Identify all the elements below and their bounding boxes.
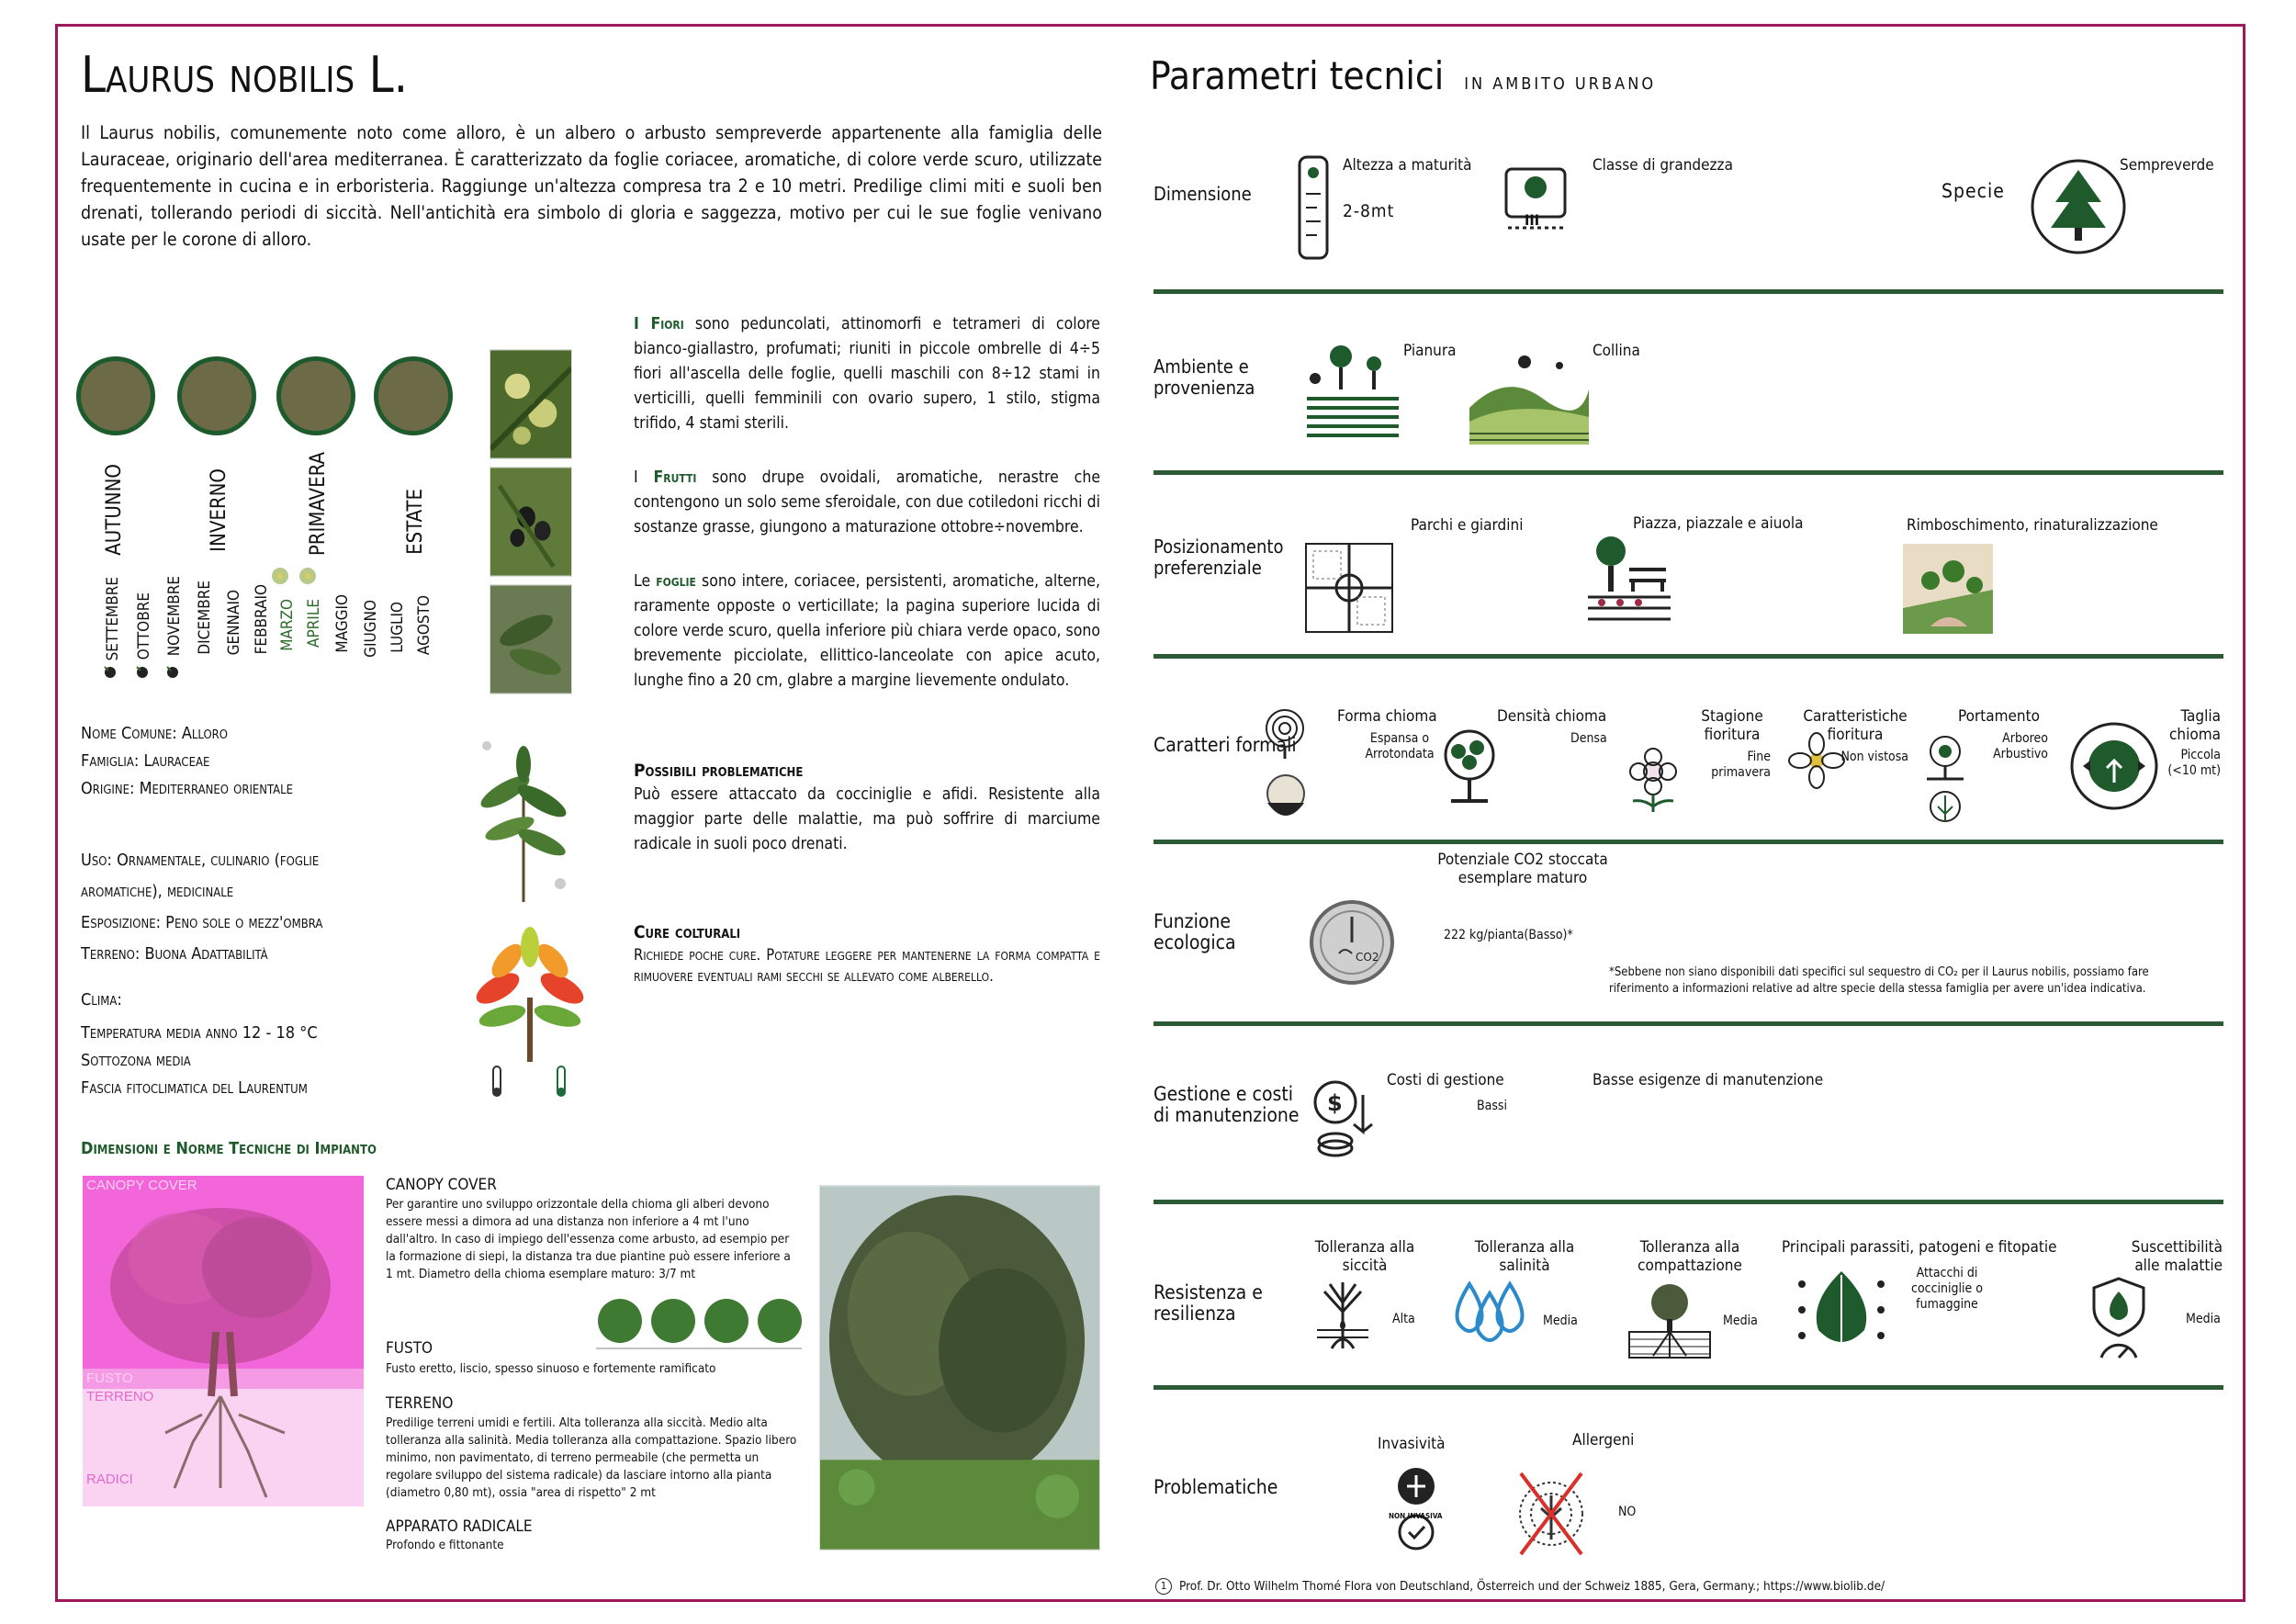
crown-density-icon [1433,727,1506,805]
frutti-text: I Frutti sono drupe ovoidali, aromatiche, nerastre che contengono un solo seme sferoidale, con due cotiledoni ricchi di sostanze grasse, giungono a maturazione ottobre÷novembre. [634,468,1101,536]
month-label: OTTOBRE [135,592,153,660]
season-label: PRIMAVERA [307,452,330,557]
parassiti-label: Principali parassiti, patogeni e fitopatie [1782,1238,2057,1257]
collina-label: Collina [1593,342,1640,360]
parasites-leaf-icon [1791,1266,1892,1354]
info-clima [81,987,318,1102]
foglie-text: Le foglie sono intere, coriacee, persistenti, aromatiche, alterne, raramente opposte o verticillate; la pagina superiore lucida di colore verde scuro, quella inferiore più chiara verde opaco, sono brevemente picciolate, ellittico-lanceolate con apice acuto, lunghe fino a 20 cm, glabre a margine lievemente ondulato. [634,572,1100,690]
diagram-label-terreno: TERRENO [86,1389,154,1404]
month-label: NOVEMBRE [165,576,184,657]
section-label-dimensione: Dimensione [1154,183,1252,205]
basse-esigenze-label: Basse esigenze di manutenzione [1593,1071,1824,1089]
canopy-diagram [83,1176,364,1506]
section-divider [1154,289,2223,294]
botanical-illustration-icon [468,727,579,911]
info-fascia: Fascia fitoclimatica del Laurentum [81,1078,308,1098]
params-subtitle: IN AMBITO URBANO [1464,74,1657,94]
fruit-icon [131,661,152,682]
compaction-tolerance-icon [1626,1282,1714,1359]
fusto-heading: FUSTO [386,1339,433,1358]
problematiche-text: Può essere attaccato da cocciniglie e afidi. Resistente alla maggior parte delle malattie, ma può soffrire di marciume radicale in suoli poco drenati. [634,785,1100,853]
svg-text:$: $ [1327,1090,1343,1116]
altezza-value: 2-8mt [1343,201,1395,221]
radicale-text: Profondo e fittonante [386,1538,504,1552]
taglia-label: Taglia chioma [2169,707,2221,744]
forma-chioma-label: Forma chioma [1337,707,1437,726]
co2-note: *Sebbene non siano disponibili dati specifici sul sequestro di CO₂ per il Laurus nobilis, possiamo fare riferimento a informazioni relative ad altre specie della stessa famiglia per avere un'idea indicativa. [1609,965,2149,996]
specie-label: Specie [1941,180,2005,202]
month-label: FEBBRAIO [253,584,271,655]
parassiti-value: Attacchi di cocciniglie o fumaggine [1911,1266,1983,1312]
invasivita-label: Invasività [1378,1435,1446,1453]
info-uso [81,845,322,970]
intro-text: Il Laurus nobilis, comunemente noto come alloro, è un albero o arbusto sempreverde appartenente alla famiglia delle Lauraceae, originario dell'area mediterranea. È caratterizzato da foglie coriacee, aromatiche, di colore verde scuro, utilizzate frequentemente in cucina e in erboristeria. Raggiunge un'altezza compresa tra 2 e 10 metri. Predilige climi miti e suoli ben drenati, tollerando periodi di siccità. Nell'antichità era simbolo di gloria e saggezza, motivo per cui le sue foglie venivano usate per le corone di alloro. [81,122,1102,250]
params-title: Parametri tecnici IN AMBITO URBANO [1150,53,1657,98]
salinita-label: Tolleranza alla salinità [1474,1238,1575,1275]
section-divider [1154,1200,2223,1204]
section-label-posizionamento: Posizionamento preferenziale [1154,536,1284,579]
crown-shape-icon [1262,705,1308,761]
month-label: LUGLIO [388,602,407,653]
caratt-value: Non vistosa [1840,750,1908,764]
crown-size-icon [2066,718,2162,814]
drought-tolerance-icon [1304,1275,1381,1352]
section-label-ambiente: Ambiente e provenienza [1154,355,1255,399]
suscett-label: Suscettibilità alle malattie [2131,1238,2223,1275]
sempreverde-label: Sempreverde [2120,156,2214,175]
page-title: Laurus nobilis L. [81,46,409,104]
info-clima-head: Clima: [81,990,122,1009]
season-label: AUTUNNO [103,464,126,556]
compatt-value: Media [1723,1314,1758,1328]
hedge-plants-icon [592,1295,805,1354]
hill-icon [1469,353,1589,445]
season-label: INVERNO [208,468,231,552]
canopy-heading: CANOPY COVER [386,1176,497,1194]
non-invasive-icon [1396,1466,1436,1554]
stagione-label: Stagione fioritura [1701,707,1763,744]
diagram-label-canopy: CANOPY COVER [86,1178,197,1193]
portamento-label: Portamento [1958,707,2040,726]
dimensioni-heading: Dimensioni e Norme Tecniche di Impianto [81,1139,377,1158]
month-label: SETTEMBRE [104,577,122,661]
season-circle-inverno [177,356,256,435]
canopy-text: Per garantire uno sviluppo orizzontale della chioma gli alberi devono essere messi a dimora ad una distanza non inferiore a 4 mt l'uno dall'altro. In caso di impiego dell'essenza come arbusto, ad esempio per la formazione di siepi, la distanza tra due piantine può essere inferiore a 1 mt. Diametro della chioma esemplare maturo: 3/7 mt [386,1197,791,1281]
section-divider [1154,1021,2223,1026]
seed-icon [1264,773,1308,829]
cure-heading: Cure colturali [634,922,741,942]
compatt-label: Tolleranza alla compattazione [1638,1238,1742,1275]
info-sottozona: Sottozona media [81,1051,191,1070]
evergreen-tree-icon [2028,156,2129,257]
plain-icon [1302,342,1403,443]
info-temp: Temperatura media anno 12 - 18 °C [81,1023,318,1043]
radicale-heading: APPARATO RADICALE [386,1517,533,1536]
info-famiglia: Famiglia: Lauraceae [81,751,210,771]
terreno-text: Predilige terreni umidi e fertili. Alta tolleranza alla siccità. Medio alta tolleranza alla salinità. Media tolleranza alla compattazione. Spazio libero minimo, non pavimentato, di terreno permeabile (che permetta un regolare sviluppo del sistema radicale) da lasciare intorno alla pianta (diametro 0,80 mt), ossia "area di rispetto" 2 mt [386,1415,797,1500]
cost-management-icon [1308,1077,1383,1157]
section-divider [1154,840,2223,844]
ruler-height-icon [1295,152,1332,263]
altezza-label: Altezza a maturità [1343,156,1472,175]
season-circle-primavera [276,356,355,435]
diagram-label-radici: RADICI [86,1472,133,1487]
rimbo-label: Rimboschimento, rinaturalizzazione [1907,516,2158,535]
salinita-value: Media [1543,1314,1578,1328]
stagione-value: Fine primavera [1711,750,1771,780]
info-nome: Nome Comune: Alloro [81,724,229,743]
leaves-photo [490,584,572,694]
section-label-funzione: Funzione ecologica [1154,910,1236,953]
salinity-tolerance-icon [1447,1279,1532,1345]
season-circle-autunno [76,356,155,435]
info-uso-1: Uso: Ornamentale, culinario (foglie [81,851,320,870]
terreno-heading: TERRENO [386,1394,454,1413]
fruits-photo [490,467,572,577]
densita-value: Densa [1570,731,1607,746]
square-bench-icon [1583,533,1675,625]
info-esposizione: Esposizione: Peno sole o mezz'ombra [81,913,323,932]
footer-text: Prof. Dr. Otto Wilhelm Thomé Flora von Deutschland, Österreich und der Schweiz 1885, Gera, Germany.; https://www.biolib.de/ [1179,1579,1885,1594]
flower-icon [294,562,321,590]
month-label: AGOSTO [415,595,433,656]
shrub-photo [819,1185,1100,1551]
section-label-gestione: Gestione e costi di manutenzione [1154,1083,1300,1126]
flower-icon [266,562,294,590]
classe-label: Classe di grandezza [1593,156,1733,175]
pianura-label: Pianura [1403,342,1457,360]
costi-value: Bassi [1477,1099,1507,1113]
siccita-label: Tolleranza alla siccità [1314,1238,1415,1275]
allergeni-label: Allergeni [1572,1431,1635,1449]
section-label-problematiche: Problematiche [1154,1476,1278,1498]
section-label-resistenza: Resistenza e resilienza [1154,1281,1263,1325]
park-map-icon [1304,542,1394,634]
month-label: DICEMBRE [196,581,214,655]
costi-label: Costi di gestione [1387,1071,1504,1089]
section-divider [1154,470,2223,475]
allergeni-value: NO [1618,1505,1637,1519]
potenziale-label: Potenziale CO2 stoccata esemplare maturo [1437,851,1608,887]
section-label-caratteri: Caratteri formali [1154,734,1297,756]
caratt-label: Caratteristiche fioritura [1803,707,1908,744]
footer-citation [1155,1578,1885,1595]
parchi-label: Parchi e giardini [1411,516,1524,535]
month-label: MARZO [278,599,297,651]
month-label: GIUGNO [362,600,380,658]
suscett-value: Media [2186,1312,2221,1326]
fusto-text: Fusto eretto, liscio, spesso sinuoso e fortemente ramificato [386,1361,716,1376]
piazza-label: Piazza, piazzale e aiuola [1633,514,1804,533]
page-frame [55,24,2245,1602]
svg-text:CO2: CO2 [1356,951,1379,964]
forma-chioma-value: Espansa o Arrotondata [1365,731,1435,761]
size-class-number: III [1525,211,1540,229]
diagram-label-fusto: FUSTO [86,1370,133,1386]
reforestation-icon [1903,544,1993,634]
month-label: APRILE [305,599,323,648]
non-invasive-badge: NON INVASIVA [1389,1512,1443,1520]
disease-shield-icon [2087,1275,2151,1363]
section-divider [1154,654,2223,659]
info-list [81,720,293,803]
info-terreno: Terreno: Buona Adattabilità [81,944,268,964]
season-circle-estate [374,356,453,435]
flowering-season-icon [1615,744,1692,814]
habit-icon [1923,733,1967,834]
season-label: ESTATE [404,489,427,555]
problematiche-heading: Possibili problematiche [634,761,804,781]
section-divider [1154,1385,2223,1390]
potenziale-value: 222 kg/pianta(Basso)* [1444,928,1573,942]
fruit-icon [162,661,182,682]
siccita-value: Alta [1392,1312,1415,1326]
info-origine: Origine: Mediterraneo orientale [81,779,294,798]
densita-label: Densità chioma [1497,707,1607,726]
footer-number-badge: 1 [1155,1578,1172,1595]
flowers-photo [490,349,572,459]
info-uso-2: aromatiche), medicinale [81,882,234,901]
month-label: GENNAIO [225,590,243,656]
taglia-value: Piccola (<10 mt) [2167,748,2221,778]
climate-tree-icon [461,924,599,1099]
fiori-text: I Fiori sono peduncolati, attinomorfi e tetrameri di colore bianco-giallastro, profumati; riuniti in piccole ombrelle di 4÷5 fiori all'ascella delle foglie, quelli maschili con 8÷12 stami in verticilli, quelli femminili con ovario supero, 1 stilo, stigma trifido, 4 stami sterili. [634,315,1100,433]
month-label: MAGGIO [333,594,352,653]
cure-text: Richiede poche cure. Potature leggere per mantenerne la forma compatta e rimuovere eventuali rami secchi se allevato come alberello. [634,946,1100,985]
no-allergens-icon [1515,1468,1587,1560]
co2-gauge-icon [1308,898,1396,987]
fruit-icon [99,661,119,682]
portamento-value: Arboreo Arbustivo [1993,731,2048,761]
